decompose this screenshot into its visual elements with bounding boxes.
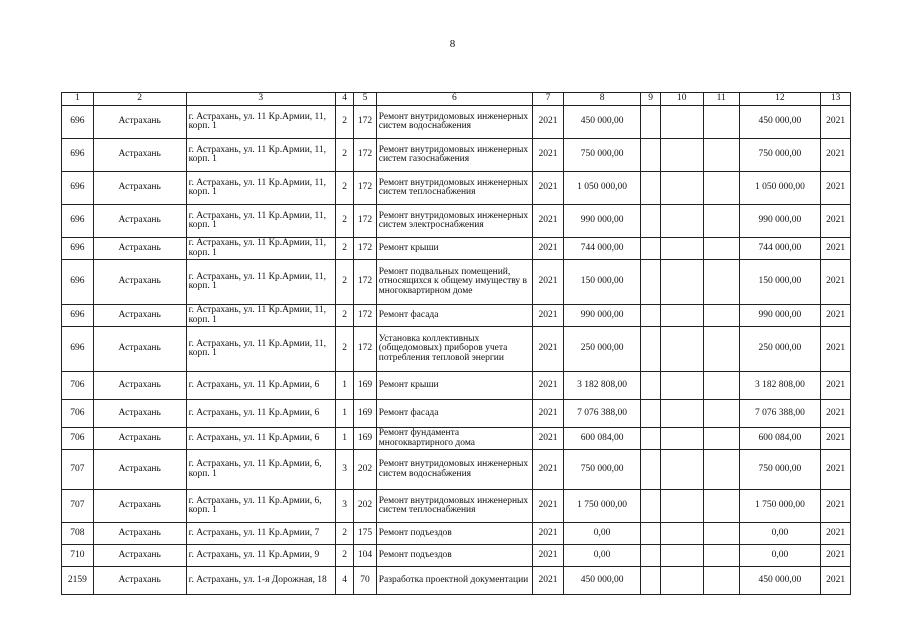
municipality-cell: Астрахань (93, 139, 186, 172)
address-cell: г. Астрахань, ул. 11 Кр.Армии, 11, корп. 1 (186, 172, 335, 205)
object-number-cell: 696 (62, 305, 94, 327)
column-header: 4 (335, 93, 353, 106)
cost-cell: 250 000,00 (563, 327, 641, 372)
empty-cell (703, 327, 739, 372)
empty-cell (641, 400, 660, 428)
address-cell: г. Астрахань, ул. 11 Кр.Армии, 7 (186, 523, 335, 545)
address-cell: г. Астрахань, ул. 11 Кр.Армии, 6 (186, 372, 335, 400)
total-cost-cell: 7 076 388,00 (739, 400, 821, 428)
table-row (62, 238, 851, 260)
cost-cell: 7 076 388,00 (563, 400, 641, 428)
work-type-cell: Установка коллективных (общедомовых) приборов учета потребления тепловой энергии (376, 327, 532, 372)
completion-year-cell: 2021 (821, 567, 851, 595)
total-cost-cell: 1 050 000,00 (739, 172, 821, 205)
cost-cell: 0,00 (563, 523, 641, 545)
empty-cell (641, 260, 660, 305)
empty-cell (660, 106, 703, 139)
cost-cell: 1 050 000,00 (563, 172, 641, 205)
table-row (62, 260, 851, 305)
address-cell: г. Астрахань, ул. 11 Кр.Армии, 6, корп. 1 (186, 450, 335, 490)
empty-cell (703, 260, 739, 305)
object-number-cell: 696 (62, 260, 94, 305)
address-cell: г. Астрахань, ул. 1-я Дорожная, 18 (186, 567, 335, 595)
table-row (62, 567, 851, 595)
table-row (62, 106, 851, 139)
floors-cell: 2 (335, 238, 353, 260)
work-type-cell: Ремонт подъездов (376, 523, 532, 545)
floors-cell: 2 (335, 172, 353, 205)
empty-cell (660, 238, 703, 260)
empty-cell (660, 428, 703, 450)
municipality-cell: Астрахань (93, 372, 186, 400)
total-cost-cell: 150 000,00 (739, 260, 821, 305)
work-type-cell: Ремонт внутридомовых инженерных систем теплоснабжения (376, 172, 532, 205)
empty-cell (660, 139, 703, 172)
municipality-cell: Астрахань (93, 523, 186, 545)
table-row (62, 400, 851, 428)
completion-year-cell: 2021 (821, 450, 851, 490)
table-row (62, 490, 851, 523)
object-number-cell: 696 (62, 106, 94, 139)
work-type-cell: Ремонт крыши (376, 372, 532, 400)
year-cell: 2021 (533, 106, 564, 139)
empty-cell (660, 260, 703, 305)
area-cell: 202 (354, 450, 376, 490)
total-cost-cell: 750 000,00 (739, 139, 821, 172)
total-cost-cell: 750 000,00 (739, 450, 821, 490)
completion-year-cell: 2021 (821, 305, 851, 327)
column-header: 9 (641, 93, 660, 106)
table-row (62, 523, 851, 545)
column-number-header-row (62, 93, 851, 106)
object-number-cell: 706 (62, 372, 94, 400)
empty-cell (641, 428, 660, 450)
area-cell: 172 (354, 260, 376, 305)
total-cost-cell: 990 000,00 (739, 205, 821, 238)
table-row (62, 545, 851, 567)
work-type-cell: Ремонт фасада (376, 305, 532, 327)
work-type-cell: Ремонт внутридомовых инженерных систем водоснабжения (376, 450, 532, 490)
empty-cell (660, 305, 703, 327)
work-type-cell: Ремонт внутридомовых инженерных систем электроснабжения (376, 205, 532, 238)
work-type-cell: Ремонт фундамента многоквартирного дома (376, 428, 532, 450)
table-row (62, 305, 851, 327)
empty-cell (660, 450, 703, 490)
address-cell: г. Астрахань, ул. 11 Кр.Армии, 11, корп. 1 (186, 205, 335, 238)
column-header: 5 (354, 93, 376, 106)
work-type-cell: Ремонт фасада (376, 400, 532, 428)
cost-cell: 450 000,00 (563, 106, 641, 139)
column-header: 13 (821, 93, 851, 106)
column-header: 10 (660, 93, 703, 106)
year-cell: 2021 (533, 490, 564, 523)
area-cell: 202 (354, 490, 376, 523)
year-cell: 2021 (533, 450, 564, 490)
floors-cell: 4 (335, 567, 353, 595)
cost-cell: 600 084,00 (563, 428, 641, 450)
completion-year-cell: 2021 (821, 523, 851, 545)
year-cell: 2021 (533, 372, 564, 400)
object-number-cell: 696 (62, 139, 94, 172)
total-cost-cell: 250 000,00 (739, 327, 821, 372)
object-number-cell: 707 (62, 490, 94, 523)
floors-cell: 2 (335, 139, 353, 172)
floors-cell: 1 (335, 400, 353, 428)
year-cell: 2021 (533, 545, 564, 567)
empty-cell (641, 523, 660, 545)
completion-year-cell: 2021 (821, 372, 851, 400)
empty-cell (703, 305, 739, 327)
year-cell: 2021 (533, 327, 564, 372)
table-row (62, 172, 851, 205)
area-cell: 172 (354, 205, 376, 238)
object-number-cell: 710 (62, 545, 94, 567)
area-cell: 169 (354, 400, 376, 428)
floors-cell: 2 (335, 545, 353, 567)
floors-cell: 1 (335, 428, 353, 450)
work-type-cell: Ремонт внутридомовых инженерных систем водоснабжения (376, 106, 532, 139)
address-cell: г. Астрахань, ул. 11 Кр.Армии, 11, корп. 1 (186, 260, 335, 305)
address-cell: г. Астрахань, ул. 11 Кр.Армии, 11, корп. 1 (186, 139, 335, 172)
object-number-cell: 708 (62, 523, 94, 545)
floors-cell: 2 (335, 205, 353, 238)
floors-cell: 2 (335, 106, 353, 139)
completion-year-cell: 2021 (821, 327, 851, 372)
floors-cell: 3 (335, 450, 353, 490)
cost-cell: 150 000,00 (563, 260, 641, 305)
cost-cell: 1 750 000,00 (563, 490, 641, 523)
table-row (62, 327, 851, 372)
empty-cell (641, 139, 660, 172)
empty-cell (641, 567, 660, 595)
floors-cell: 3 (335, 490, 353, 523)
work-type-cell: Ремонт подвальных помещений, относящихся к общему имуществу в многоквартирном доме (376, 260, 532, 305)
address-cell: г. Астрахань, ул. 11 Кр.Армии, 6, корп. 1 (186, 490, 335, 523)
area-cell: 175 (354, 523, 376, 545)
year-cell: 2021 (533, 172, 564, 205)
work-type-cell: Ремонт подъездов (376, 545, 532, 567)
municipality-cell: Астрахань (93, 567, 186, 595)
area-cell: 104 (354, 545, 376, 567)
object-number-cell: 696 (62, 205, 94, 238)
empty-cell (703, 523, 739, 545)
empty-cell (703, 490, 739, 523)
area-cell: 172 (354, 139, 376, 172)
empty-cell (641, 450, 660, 490)
area-cell: 169 (354, 428, 376, 450)
table-row (62, 372, 851, 400)
object-number-cell: 696 (62, 172, 94, 205)
work-type-cell: Ремонт внутридомовых инженерных систем теплоснабжения (376, 490, 532, 523)
municipality-cell: Астрахань (93, 428, 186, 450)
municipality-cell: Астрахань (93, 172, 186, 205)
column-header: 6 (376, 93, 532, 106)
object-number-cell: 696 (62, 327, 94, 372)
empty-cell (660, 327, 703, 372)
empty-cell (703, 238, 739, 260)
empty-cell (641, 545, 660, 567)
empty-cell (660, 400, 703, 428)
empty-cell (703, 106, 739, 139)
empty-cell (641, 490, 660, 523)
year-cell: 2021 (533, 400, 564, 428)
total-cost-cell: 0,00 (739, 545, 821, 567)
column-header: 7 (533, 93, 564, 106)
empty-cell (641, 106, 660, 139)
municipality-cell: Астрахань (93, 260, 186, 305)
empty-cell (660, 567, 703, 595)
year-cell: 2021 (533, 428, 564, 450)
column-header: 1 (62, 93, 94, 106)
total-cost-cell: 600 084,00 (739, 428, 821, 450)
object-number-cell: 706 (62, 428, 94, 450)
empty-cell (641, 305, 660, 327)
cost-cell: 750 000,00 (563, 450, 641, 490)
completion-year-cell: 2021 (821, 238, 851, 260)
address-cell: г. Астрахань, ул. 11 Кр.Армии, 6 (186, 400, 335, 428)
total-cost-cell: 990 000,00 (739, 305, 821, 327)
empty-cell (660, 523, 703, 545)
column-header: 3 (186, 93, 335, 106)
year-cell: 2021 (533, 260, 564, 305)
empty-cell (703, 428, 739, 450)
empty-cell (703, 139, 739, 172)
municipality-cell: Астрахань (93, 490, 186, 523)
year-cell: 2021 (533, 567, 564, 595)
empty-cell (660, 490, 703, 523)
area-cell: 70 (354, 567, 376, 595)
object-number-cell: 2159 (62, 567, 94, 595)
municipality-cell: Астрахань (93, 545, 186, 567)
cost-cell: 450 000,00 (563, 567, 641, 595)
floors-cell: 2 (335, 523, 353, 545)
empty-cell (703, 172, 739, 205)
municipality-cell: Астрахань (93, 238, 186, 260)
empty-cell (660, 172, 703, 205)
total-cost-cell: 744 000,00 (739, 238, 821, 260)
empty-cell (703, 567, 739, 595)
total-cost-cell: 3 182 808,00 (739, 372, 821, 400)
table-row (62, 139, 851, 172)
completion-year-cell: 2021 (821, 428, 851, 450)
column-header: 8 (563, 93, 641, 106)
empty-cell (703, 372, 739, 400)
empty-cell (641, 238, 660, 260)
empty-cell (660, 372, 703, 400)
area-cell: 172 (354, 327, 376, 372)
municipality-cell: Астрахань (93, 305, 186, 327)
object-number-cell: 706 (62, 400, 94, 428)
completion-year-cell: 2021 (821, 545, 851, 567)
cost-cell: 0,00 (563, 545, 641, 567)
cost-cell: 990 000,00 (563, 205, 641, 238)
area-cell: 172 (354, 305, 376, 327)
object-number-cell: 707 (62, 450, 94, 490)
column-header: 2 (93, 93, 186, 106)
total-cost-cell: 450 000,00 (739, 106, 821, 139)
object-number-cell: 696 (62, 238, 94, 260)
address-cell: г. Астрахань, ул. 11 Кр.Армии, 11, корп. 1 (186, 106, 335, 139)
address-cell: г. Астрахань, ул. 11 Кр.Армии, 11, корп. 1 (186, 327, 335, 372)
work-type-cell: Ремонт крыши (376, 238, 532, 260)
municipality-cell: Астрахань (93, 205, 186, 238)
empty-cell (703, 205, 739, 238)
floors-cell: 2 (335, 305, 353, 327)
floors-cell: 1 (335, 372, 353, 400)
table-row (62, 450, 851, 490)
cost-cell: 750 000,00 (563, 139, 641, 172)
empty-cell (703, 450, 739, 490)
area-cell: 169 (354, 372, 376, 400)
municipality-cell: Астрахань (93, 450, 186, 490)
page-number: 8 (449, 38, 456, 50)
completion-year-cell: 2021 (821, 106, 851, 139)
municipality-cell: Астрахань (93, 327, 186, 372)
empty-cell (641, 327, 660, 372)
empty-cell (703, 545, 739, 567)
address-cell: г. Астрахань, ул. 11 Кр.Армии, 11, корп. 1 (186, 238, 335, 260)
total-cost-cell: 1 750 000,00 (739, 490, 821, 523)
cost-cell: 3 182 808,00 (563, 372, 641, 400)
empty-cell (703, 400, 739, 428)
year-cell: 2021 (533, 139, 564, 172)
completion-year-cell: 2021 (821, 205, 851, 238)
completion-year-cell: 2021 (821, 400, 851, 428)
table-body (62, 106, 851, 595)
cost-cell: 990 000,00 (563, 305, 641, 327)
empty-cell (641, 205, 660, 238)
address-cell: г. Астрахань, ул. 11 Кр.Армии, 11, корп. 1 (186, 305, 335, 327)
column-header: 11 (703, 93, 739, 106)
column-header: 12 (739, 93, 821, 106)
empty-cell (660, 545, 703, 567)
year-cell: 2021 (533, 305, 564, 327)
year-cell: 2021 (533, 238, 564, 260)
address-cell: г. Астрахань, ул. 11 Кр.Армии, 9 (186, 545, 335, 567)
year-cell: 2021 (533, 523, 564, 545)
completion-year-cell: 2021 (821, 139, 851, 172)
year-cell: 2021 (533, 205, 564, 238)
work-type-cell: Разработка проектной документации (376, 567, 532, 595)
completion-year-cell: 2021 (821, 172, 851, 205)
repair-program-table (61, 92, 851, 595)
floors-cell: 2 (335, 260, 353, 305)
work-type-cell: Ремонт внутридомовых инженерных систем газоснабжения (376, 139, 532, 172)
cost-cell: 744 000,00 (563, 238, 641, 260)
completion-year-cell: 2021 (821, 490, 851, 523)
address-cell: г. Астрахань, ул. 11 Кр.Армии, 6 (186, 428, 335, 450)
table-row (62, 428, 851, 450)
empty-cell (641, 172, 660, 205)
table-row (62, 205, 851, 238)
municipality-cell: Астрахань (93, 106, 186, 139)
area-cell: 172 (354, 172, 376, 205)
empty-cell (660, 205, 703, 238)
total-cost-cell: 450 000,00 (739, 567, 821, 595)
area-cell: 172 (354, 238, 376, 260)
total-cost-cell: 0,00 (739, 523, 821, 545)
municipality-cell: Астрахань (93, 400, 186, 428)
area-cell: 172 (354, 106, 376, 139)
empty-cell (641, 372, 660, 400)
completion-year-cell: 2021 (821, 260, 851, 305)
floors-cell: 2 (335, 327, 353, 372)
